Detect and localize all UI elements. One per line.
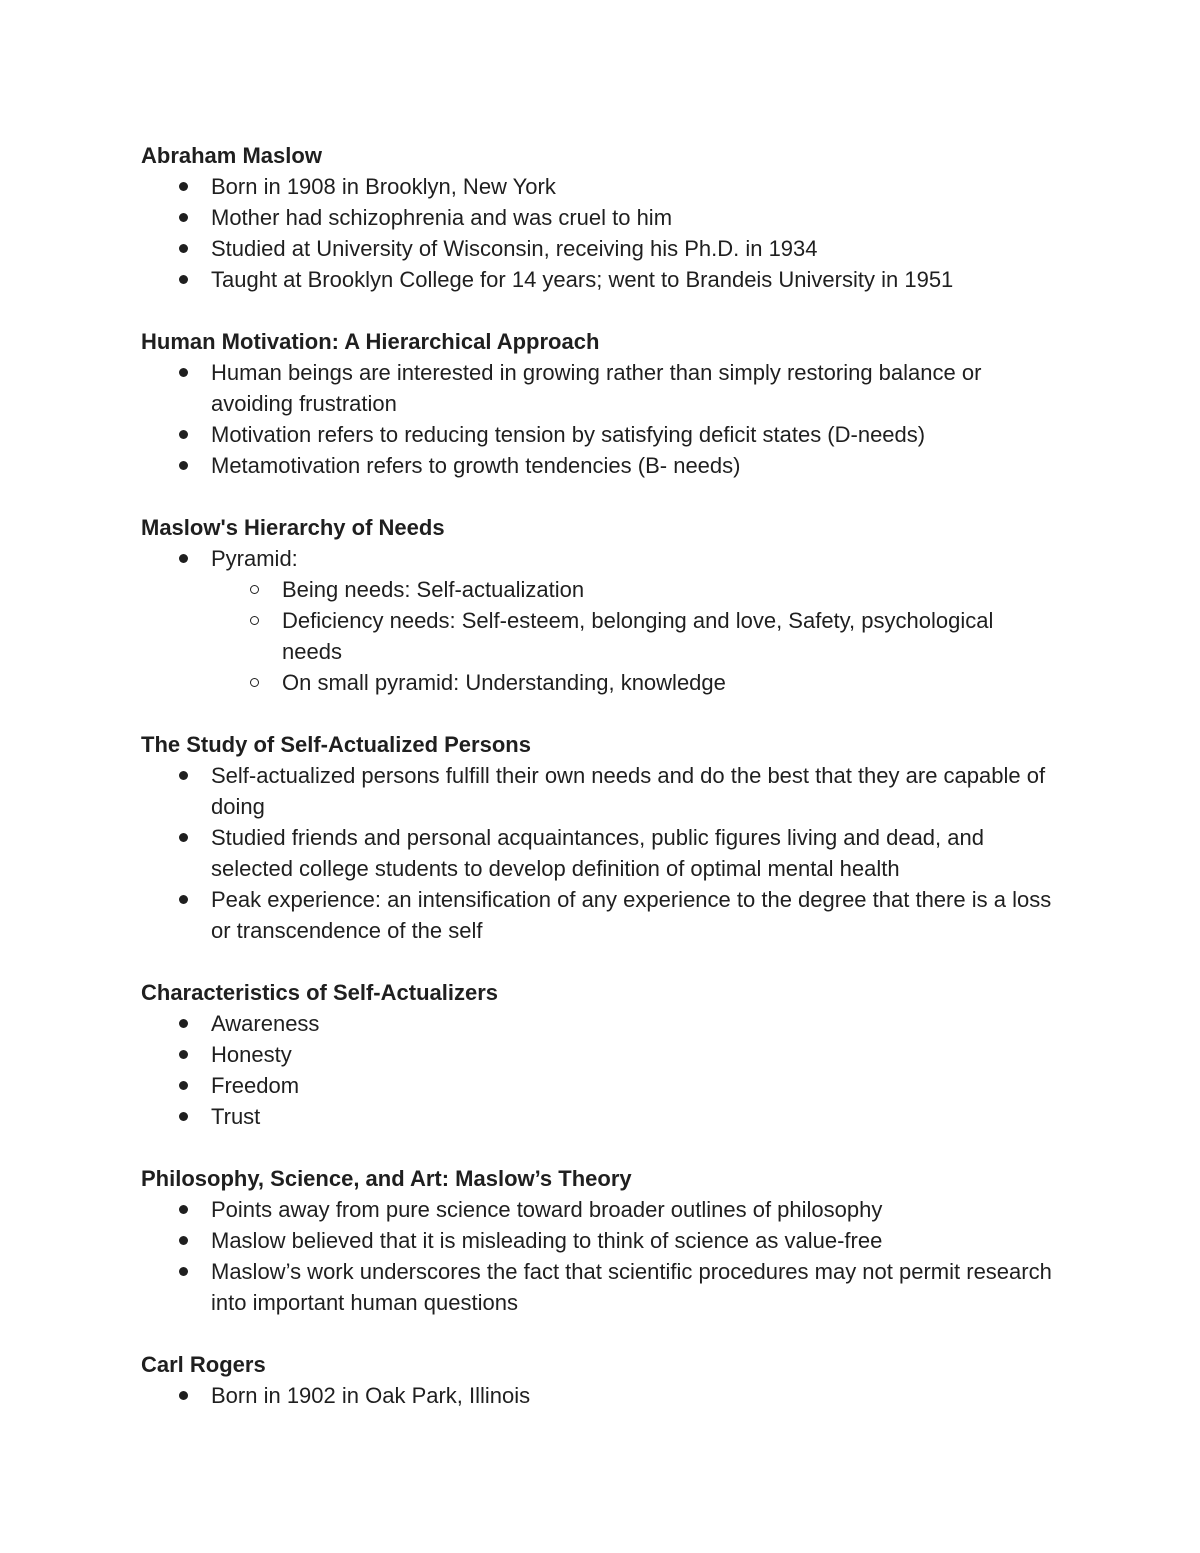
sub-list-item (141, 605, 1056, 667)
sub-list-item-text: On small pyramid: Understanding, knowledge (282, 670, 726, 695)
list-item (141, 450, 1056, 481)
sub-bullet-list (141, 574, 1056, 698)
list-item (141, 884, 1056, 946)
list-item (141, 1070, 1056, 1101)
bullet-dot-icon (179, 275, 188, 284)
section-self-actualized-persons (141, 729, 1056, 946)
list-item-text: Pyramid: (211, 546, 298, 571)
list-item-text: Born in 1908 in Brooklyn, New York (211, 174, 556, 199)
list-item-text: Points away from pure science toward broader outlines of philosophy (211, 1197, 883, 1222)
sub-list-item-text: Deficiency needs: Self-esteem, belonging and love, Safety, psychological needs (282, 608, 994, 664)
section-heading: The Study of Self-Actualized Persons (141, 732, 531, 757)
section-heading: Characteristics of Self-Actualizers (141, 980, 499, 1005)
list-item (141, 264, 1056, 295)
bullet-dot-icon (179, 1391, 188, 1400)
list-item (141, 543, 1056, 698)
list-item (141, 1194, 1056, 1225)
list-item-line (141, 543, 1056, 574)
hollow-circle-icon (250, 616, 259, 625)
list-item-text: Motivation refers to reducing tension by satisfying deficit states (D-needs) (211, 422, 926, 447)
bullet-dot-icon (179, 1205, 188, 1214)
bullet-list (141, 1194, 1056, 1318)
list-item (141, 1380, 1056, 1411)
list-item-text: Studied at University of Wisconsin, receiving his Ph.D. in 1934 (211, 236, 818, 261)
list-item-text: Maslow believed that it is misleading to think of science as value-free (211, 1228, 883, 1253)
list-item-text: Honesty (211, 1042, 292, 1067)
list-item (141, 1008, 1056, 1039)
list-item-text: Freedom (211, 1073, 300, 1098)
list-item-text: Peak experience: an intensification of any experience to the degree that there is a loss or transcendence of the self (211, 887, 1052, 943)
bullet-dot-icon (179, 1112, 188, 1121)
list-item (141, 1039, 1056, 1070)
bullet-dot-icon (179, 1050, 188, 1059)
bullet-dot-icon (179, 554, 188, 563)
bullet-dot-icon (179, 895, 188, 904)
list-item (141, 419, 1056, 450)
bullet-dot-icon (179, 1236, 188, 1245)
bullet-dot-icon (179, 368, 188, 377)
list-item (141, 1256, 1056, 1318)
bullet-dot-icon (179, 182, 188, 191)
section-heading: Maslow's Hierarchy of Needs (141, 515, 445, 540)
list-item (141, 1101, 1056, 1132)
hollow-circle-icon (250, 678, 259, 687)
list-item-text: Metamotivation refers to growth tendencies (B- needs) (211, 453, 741, 478)
section-heading: Human Motivation: A Hierarchical Approach (141, 329, 600, 354)
section-heading: Philosophy, Science, and Art: Maslow’s Theory (141, 1166, 632, 1191)
list-item-text: Self-actualized persons fulfill their own needs and do the best that they are capable of doing (211, 763, 1046, 819)
section-philosophy-science-art (141, 1163, 1056, 1318)
list-item-text: Taught at Brooklyn College for 14 years; went to Brandeis University in 1951 (211, 267, 954, 292)
bullet-dot-icon (179, 461, 188, 470)
bullet-list (141, 171, 1056, 295)
document-body (141, 140, 1056, 1442)
sub-list-item (141, 667, 1056, 698)
section-heading: Carl Rogers (141, 1352, 266, 1377)
list-item (141, 357, 1056, 419)
sub-list-item-text: Being needs: Self-actualization (282, 577, 585, 602)
list-item (141, 233, 1056, 264)
section-abraham-maslow (141, 140, 1056, 295)
list-item (141, 822, 1056, 884)
bullet-list (141, 543, 1056, 698)
list-item-text: Born in 1902 in Oak Park, Illinois (211, 1383, 531, 1408)
hollow-circle-icon (250, 585, 259, 594)
list-item-text: Mother had schizophrenia and was cruel to him (211, 205, 673, 230)
bullet-list (141, 1008, 1056, 1132)
bullet-list (141, 1380, 1056, 1411)
section-characteristics (141, 977, 1056, 1132)
bullet-dot-icon (179, 833, 188, 842)
bullet-dot-icon (179, 430, 188, 439)
section-heading: Abraham Maslow (141, 143, 322, 168)
list-item (141, 1225, 1056, 1256)
list-item-text: Trust (211, 1104, 261, 1129)
bullet-dot-icon (179, 1019, 188, 1028)
bullet-dot-icon (179, 1081, 188, 1090)
list-item-text: Human beings are interested in growing rather than simply restoring balance or avoiding frustration (211, 360, 982, 416)
bullet-dot-icon (179, 1267, 188, 1276)
bullet-list (141, 357, 1056, 481)
bullet-dot-icon (179, 244, 188, 253)
list-item-text: Maslow’s work underscores the fact that scientific procedures may not permit research into important human questions (211, 1259, 1052, 1315)
section-human-motivation (141, 326, 1056, 481)
section-hierarchy-of-needs (141, 512, 1056, 698)
list-item (141, 202, 1056, 233)
list-item (141, 171, 1056, 202)
list-item-text: Awareness (211, 1011, 320, 1036)
bullet-dot-icon (179, 771, 188, 780)
section-carl-rogers (141, 1349, 1056, 1411)
bullet-list (141, 760, 1056, 946)
list-item-text: Studied friends and personal acquaintances, public figures living and dead, and selected college students to develop definition of optimal mental health (211, 825, 984, 881)
bullet-dot-icon (179, 213, 188, 222)
sub-list-item (141, 574, 1056, 605)
list-item (141, 760, 1056, 822)
